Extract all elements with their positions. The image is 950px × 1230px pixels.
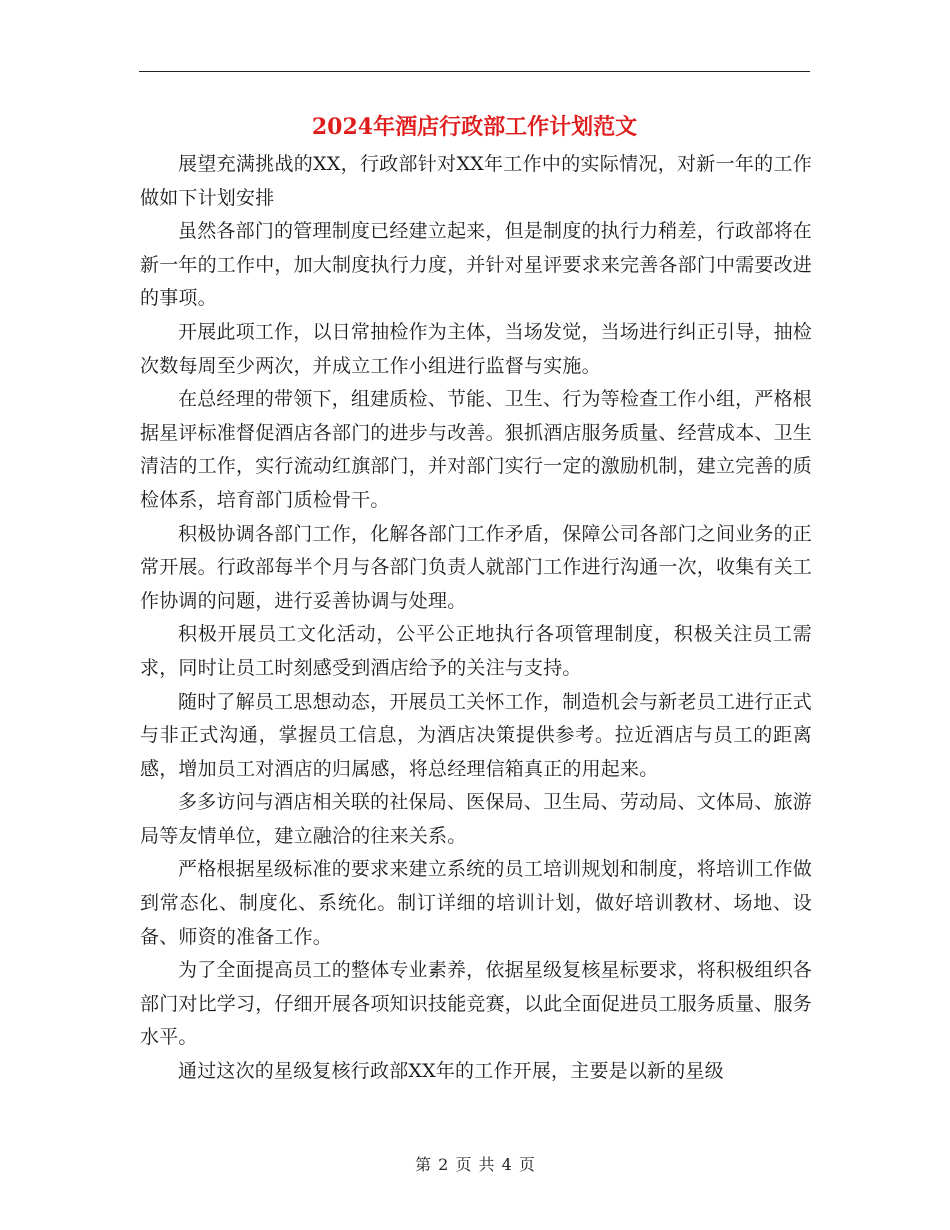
document-title: 2024年酒店行政部工作计划范文: [311, 114, 638, 140]
paragraph: 虽然各部门的管理制度已经建立起来，但是制度的执行力稍差，行政部将在新一年的工作中，加大制度执行力度，并针对星评要求来完善各部门中需要改进的事项。: [140, 220, 813, 310]
paragraph: 开展此项工作，以日常抽检作为主体，当场发觉，当场进行纠正引导，抽检次数每周至少两次，并成立工作小组进行监督与实施。: [140, 320, 812, 377]
paragraph: 积极开展员工文化活动，公平公正地执行各项管理制度，积极关注员工需求，同时让员工时刻感受到酒店给予的关注与支持。: [140, 623, 812, 679]
paragraph: 展望充满挑战的XX，行政部针对XX年工作中的实际情况，对新一年的工作做如下计划安排: [140, 153, 812, 209]
paragraph: 随时了解员工思想动态，开展员工关怀工作，制造机会与新老员工进行正式与非正式沟通，掌握员工信息，为酒店决策提供参考。拉近酒店与员工的距离感，增加员工对酒店的归属感，将总经理信箱真正的用起来。: [140, 690, 812, 780]
page-number-footer: 第 2 页 共 4 页: [415, 1155, 535, 1174]
paragraph: 通过这次的星级复核行政部XX年的工作开展，主要是以新的星级: [178, 1060, 724, 1083]
document-body: [140, 148, 812, 1089]
paragraph: 多多访问与酒店相关联的社保局、医保局、卫生局、劳动局、文体局、旅游局等友情单位，建立融洽的往来关系。: [140, 791, 812, 847]
paragraph: 严格根据星级标准的要求来建立系统的员工培训规划和制度，将培训工作做到常态化、制度化、系统化。制订详细的培训计划，做好培训教材、场地、设备、师资的准备工作。: [140, 858, 812, 948]
paragraph: 为了全面提高员工的整体专业素养，依据星级复核星标要求，将积极组织各部门对比学习，仔细开展各项知识技能竞赛，以此全面促进员工服务质量、服务水平。: [140, 959, 813, 1049]
header-rule: [139, 71, 810, 72]
paragraph: 积极协调各部门工作，化解各部门工作矛盾，保障公司各部门之间业务的正常开展。行政部每半个月与各部门负责人就部门工作进行沟通一次，收集有关工作协调的问题，进行妥善协调与处理。: [140, 522, 813, 612]
paragraph: 在总经理的带领下，组建质检、节能、卫生、行为等检查工作小组，严格根据星评标准督促酒店各部门的进步与改善。狠抓酒店服务质量、经营成本、卫生清洁的工作，实行流动红旗部门，并对部门实行一定的激励机制，建立完善的质检体系，培育部门质检骨干。: [140, 388, 813, 511]
